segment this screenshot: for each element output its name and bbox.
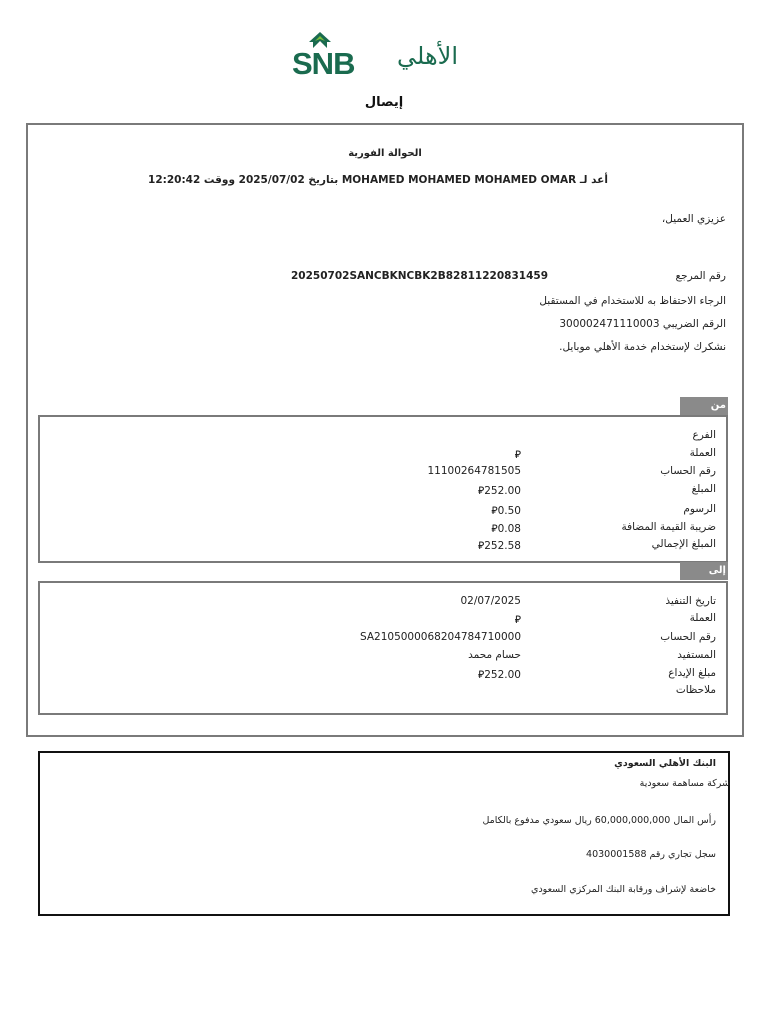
bank-info-box xyxy=(38,751,730,916)
to-date-value: 02/07/2025 xyxy=(460,595,521,607)
logo-text-en: SNB xyxy=(292,46,355,81)
to-currency-value: ⃁ xyxy=(514,614,521,626)
from-fees-value: ⃁0.50 xyxy=(491,505,521,517)
from-total-value: ⃁252.58 xyxy=(478,540,521,552)
from-branch-label: الفرع xyxy=(692,429,716,441)
to-section xyxy=(38,581,728,715)
from-account-value: 11100264781505 xyxy=(427,465,521,477)
reference-value: 20250702SANCBKNCBK2B82811220831459 xyxy=(291,270,548,282)
to-beneficiary-value: حسام محمد xyxy=(468,649,521,661)
tax-number-line: الرقم الضريبي 300002471110003 xyxy=(559,318,726,330)
document-title: إيصال xyxy=(364,95,404,110)
greeting: عزيزي العميل، xyxy=(661,213,726,225)
to-date-label: تاريخ التنفيذ xyxy=(665,595,716,607)
bank-company-type: شركة مساهمة سعودية xyxy=(639,778,730,789)
to-deposit-amount-label: مبلغ الإيداع xyxy=(668,667,716,679)
bank-regulator: خاضعة لإشراف ورقابة البنك المركزي السعودي xyxy=(531,884,716,895)
from-vat-value: ⃁0.08 xyxy=(491,523,521,535)
to-deposit-amount-value: ⃁252.00 xyxy=(478,669,521,681)
bank-cr-number: سجل تجاري رقم 4030001588 xyxy=(586,849,716,860)
transfer-type: الحوالة الفورية xyxy=(348,148,422,159)
bank-capital: رأس المال 60,000,000,000 ريال سعودي مدفوع بالكامل xyxy=(482,815,716,826)
reference-label: رقم المرجع xyxy=(675,270,726,282)
from-currency-value: ⃁ xyxy=(514,449,521,461)
from-total-label: المبلغ الإجمالي xyxy=(651,538,716,550)
generated-for-line: أعد لـ MOHAMED MOHAMED MOHAMED OMAR بتاريخ 2025/07/02 ووقت 12:20:42 xyxy=(148,174,608,186)
from-currency-label: العملة xyxy=(689,447,716,459)
to-currency-label: العملة xyxy=(689,612,716,624)
to-beneficiary-label: المستفيد xyxy=(677,649,716,661)
logo-text-ar: الأهلي xyxy=(397,42,458,70)
to-section-tab: إلى xyxy=(680,562,728,580)
snb-logo xyxy=(292,32,464,82)
bank-name: البنك الأهلي السعودي xyxy=(614,758,716,769)
from-amount-label: المبلغ xyxy=(691,483,716,495)
thanks-note: نشكرك لإستخدام خدمة الأهلي موبايل. xyxy=(559,341,726,353)
to-notes-label: ملاحظات xyxy=(675,684,716,696)
to-account-value: SA2105000068204784710000 xyxy=(359,631,521,643)
from-vat-label: ضريبة القيمة المضافة xyxy=(621,521,716,533)
from-section-tab: من xyxy=(680,397,728,415)
keep-note: الرجاء الاحتفاظ به للاستخدام في المستقبل xyxy=(539,295,726,307)
from-fees-label: الرسوم xyxy=(683,503,716,515)
from-amount-value: ⃁252.00 xyxy=(478,485,521,497)
from-account-label: رقم الحساب xyxy=(660,465,716,477)
receipt-box xyxy=(26,123,744,737)
to-account-label: رقم الحساب xyxy=(660,631,716,643)
from-section xyxy=(38,415,728,563)
